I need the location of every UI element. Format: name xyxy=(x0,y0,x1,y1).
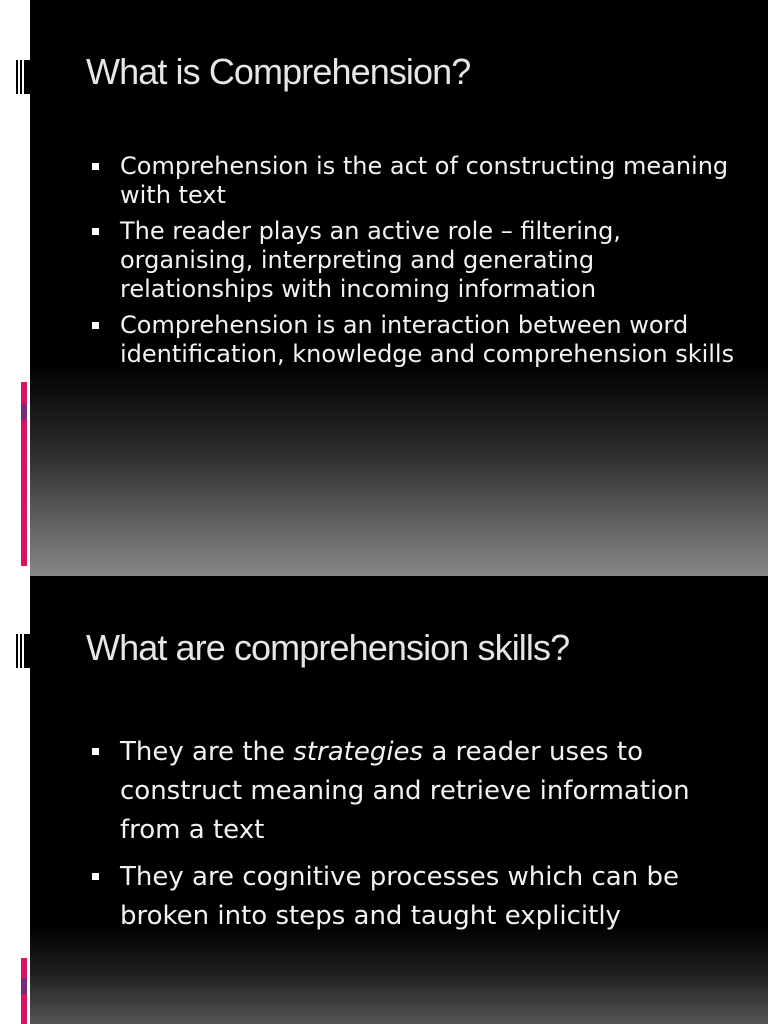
list-item xyxy=(88,152,748,210)
square-bullet-icon xyxy=(92,228,99,235)
list-item xyxy=(88,733,748,850)
slide-what-are-comprehension-skills xyxy=(0,576,768,1024)
square-bullet-icon xyxy=(92,163,99,170)
bullet-text: Comprehension is the act of constructing meaning with text xyxy=(120,152,729,209)
vertical-bars-decoration-icon xyxy=(16,60,30,94)
bullet-text: They are cognitive processes which can be broken into steps and taught explicitly xyxy=(120,862,679,931)
accent-bar xyxy=(21,958,27,1024)
slide-title: What are comprehension skills? xyxy=(86,627,570,668)
bullet-text-start: They are the xyxy=(120,737,294,767)
accent-bar xyxy=(21,382,27,566)
bullet-list xyxy=(88,733,748,944)
list-item xyxy=(88,311,748,369)
square-bullet-icon xyxy=(92,748,99,755)
list-item xyxy=(88,217,748,304)
bullet-text-emphasis: strategies xyxy=(293,737,424,767)
list-item xyxy=(88,858,748,936)
slide-title: What is Comprehension? xyxy=(86,51,471,92)
bullet-list xyxy=(88,152,748,376)
vertical-bars-decoration-icon xyxy=(16,634,30,668)
bullet-text: Comprehension is an interaction between word identification, knowledge and comprehension skills xyxy=(120,311,735,368)
bullet-text: The reader plays an active role – filtering, organising, interpreting and generating relationships with incoming information xyxy=(120,217,621,303)
square-bullet-icon xyxy=(92,322,99,329)
bullet-text-end: a reader uses to construct meaning and retrieve information from a text xyxy=(120,737,690,845)
square-bullet-icon xyxy=(92,873,99,880)
